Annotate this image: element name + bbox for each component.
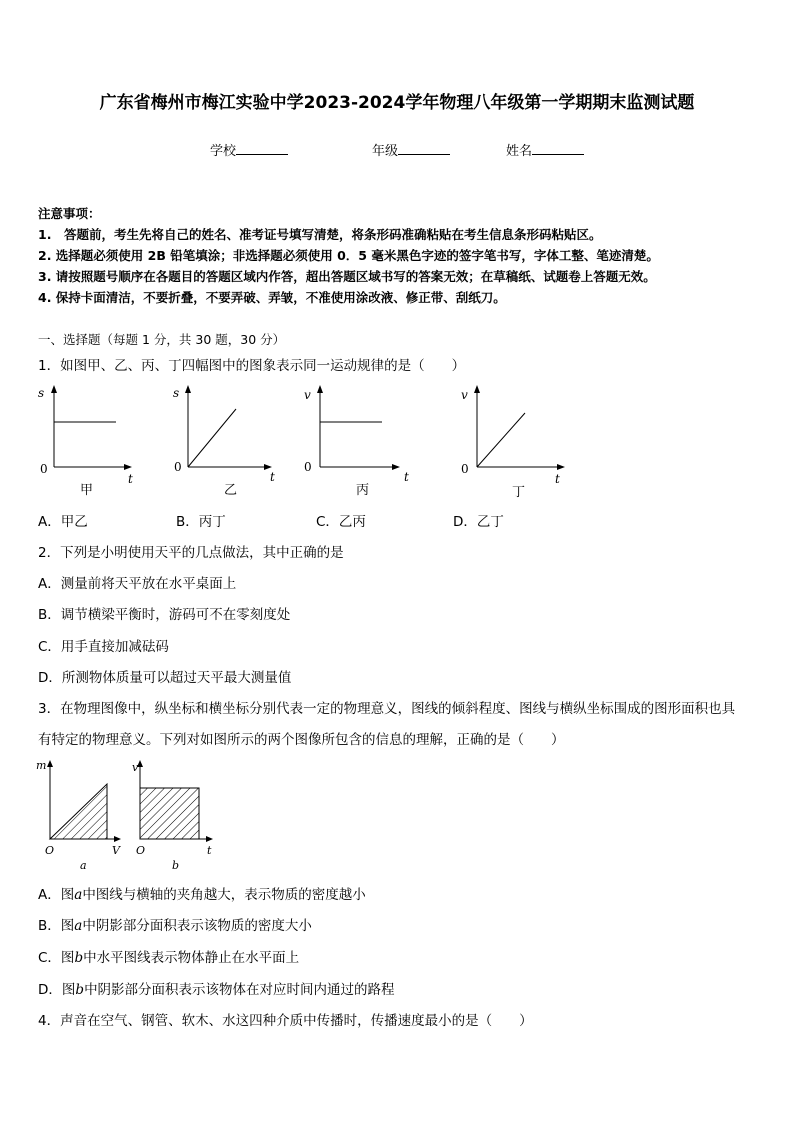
section-heading: 一、选择题（每题 1 分，共 30 题，30 分） <box>38 332 286 347</box>
graph-caption: a <box>80 859 87 872</box>
note-item: 3. 请按照题号顺序在各题目的答题区域内作答，超出答题区域书写的答案无效；在草稿纸、试题卷上答题无效。 <box>38 269 656 284</box>
y-axis-label: v <box>132 761 139 774</box>
graph-caption: 乙 <box>224 483 238 498</box>
q2-option-a[interactable]: A．测量前将天平放在水平桌面上 <box>38 576 237 592</box>
graph-ding <box>455 383 575 493</box>
option-text: B．图 <box>38 918 75 934</box>
option-text: 中阴影部分面积表示该物质的密度大小 <box>82 918 312 934</box>
grade-field[interactable] <box>372 140 450 159</box>
question-4-stem: 4．声音在空气、钢管、软木、水这四种介质中传播时，传播速度最小的是（ ） <box>38 1013 533 1029</box>
graph-caption: b <box>172 859 180 872</box>
option-variable: a <box>74 887 83 903</box>
school-field[interactable] <box>210 140 288 159</box>
exam-title: 广东省梅州市梅江实验中学2023-2024学年物理八年级第一学期期末监测试题 <box>99 93 695 113</box>
origin-label: O <box>45 844 55 857</box>
question-3-stem-line2: 有特定的物理意义。下列对如图所示的两个图像所包含的信息的理解，正确的是（ ） <box>38 732 565 748</box>
q3-option-b[interactable] <box>38 914 312 934</box>
graph-yi <box>170 383 280 493</box>
graph-caption: 丙 <box>356 483 370 498</box>
name-label: 姓名 <box>506 144 533 159</box>
origin-label: 0 <box>174 460 182 474</box>
note-item: 4. 保持卡面清洁，不要折叠，不要弄破、弄皱，不准使用涂改液、修正带、刮纸刀。 <box>38 290 506 305</box>
q3-graphs <box>34 757 224 875</box>
origin-label: 0 <box>461 462 469 476</box>
option-variable: b <box>75 982 85 998</box>
q2-option-d[interactable]: D．所测物体质量可以超过天平最大测量值 <box>38 670 292 686</box>
note-item: 1. 答题前，考生先将自己的姓名、准考证号填写清楚，将条形码准确粘贴在考生信息条形码粘贴区。 <box>38 227 602 242</box>
q1-option-a[interactable]: A．甲乙 <box>38 514 88 530</box>
shaded-rectangle <box>140 788 199 839</box>
origin-label: O <box>136 844 146 857</box>
option-variable: a <box>74 918 83 934</box>
option-text: 中阴影部分面积表示该物体在对应时间内通过的路程 <box>84 982 395 998</box>
name-field[interactable] <box>506 140 584 159</box>
graph-caption: 丁 <box>512 485 526 500</box>
option-text: A．图 <box>38 887 75 903</box>
x-axis-label: t <box>128 472 133 486</box>
x-axis-label: t <box>404 470 409 484</box>
y-axis-label: s <box>173 386 180 400</box>
shaded-triangle <box>50 784 107 839</box>
option-variable: b <box>74 950 84 966</box>
q1-option-b[interactable]: B．丙丁 <box>176 514 226 530</box>
q3-option-c[interactable] <box>38 946 299 966</box>
y-axis-label: v <box>461 388 468 402</box>
option-text: C．图 <box>38 950 75 966</box>
note-item: 2. 选择题必须使用 2B 铅笔填涂；非选择题必须使用 0．5 毫米黑色字迹的签字笔书写，字体工整、笔迹清楚。 <box>38 248 659 263</box>
graph-bing <box>298 383 418 493</box>
x-axis-label: t <box>270 470 275 484</box>
grade-blank[interactable] <box>398 142 450 155</box>
y-axis-label: s <box>38 386 45 400</box>
q2-option-b[interactable]: B．调节横梁平衡时，游码可不在零刻度处 <box>38 607 291 623</box>
notes-heading: 注意事项： <box>38 206 101 221</box>
question-1-stem: 1．如图甲、乙、丙、丁四幅图中的图象表示同一运动规律的是（ ） <box>38 358 466 374</box>
option-text: D．图 <box>38 982 76 998</box>
question-3-stem-line1: 3．在物理图像中，纵坐标和横坐标分别代表一定的物理意义，图线的倾斜程度、图线与横纵坐标围成的图形面积也具 <box>38 701 736 717</box>
origin-label: 0 <box>304 460 312 474</box>
option-text: 中水平图线表示物体静止在水平面上 <box>83 950 300 966</box>
grade-label: 年级 <box>372 144 399 159</box>
q1-option-d[interactable]: D．乙丁 <box>453 514 504 530</box>
q3-option-a[interactable] <box>38 883 366 903</box>
question-2-stem: 2．下列是小明使用天平的几点做法，其中正确的是 <box>38 545 344 561</box>
q1-option-c[interactable]: C．乙丙 <box>316 514 366 530</box>
school-blank[interactable] <box>236 142 288 155</box>
school-label: 学校 <box>210 144 237 159</box>
option-text: 中图线与横轴的夹角越大，表示物质的密度越小 <box>82 887 366 903</box>
name-blank[interactable] <box>532 142 584 155</box>
x-axis-label: t <box>207 844 212 857</box>
x-axis-label: V <box>112 844 120 857</box>
origin-label: 0 <box>40 462 48 476</box>
y-axis-label: v <box>304 388 311 402</box>
q3-option-d[interactable] <box>38 978 395 998</box>
x-axis-label: t <box>555 472 560 486</box>
graph-caption: 甲 <box>80 483 94 498</box>
graph-jia <box>30 383 140 493</box>
y-axis-label: m <box>36 759 47 772</box>
q2-option-c[interactable]: C．用手直接加减砝码 <box>38 639 169 655</box>
